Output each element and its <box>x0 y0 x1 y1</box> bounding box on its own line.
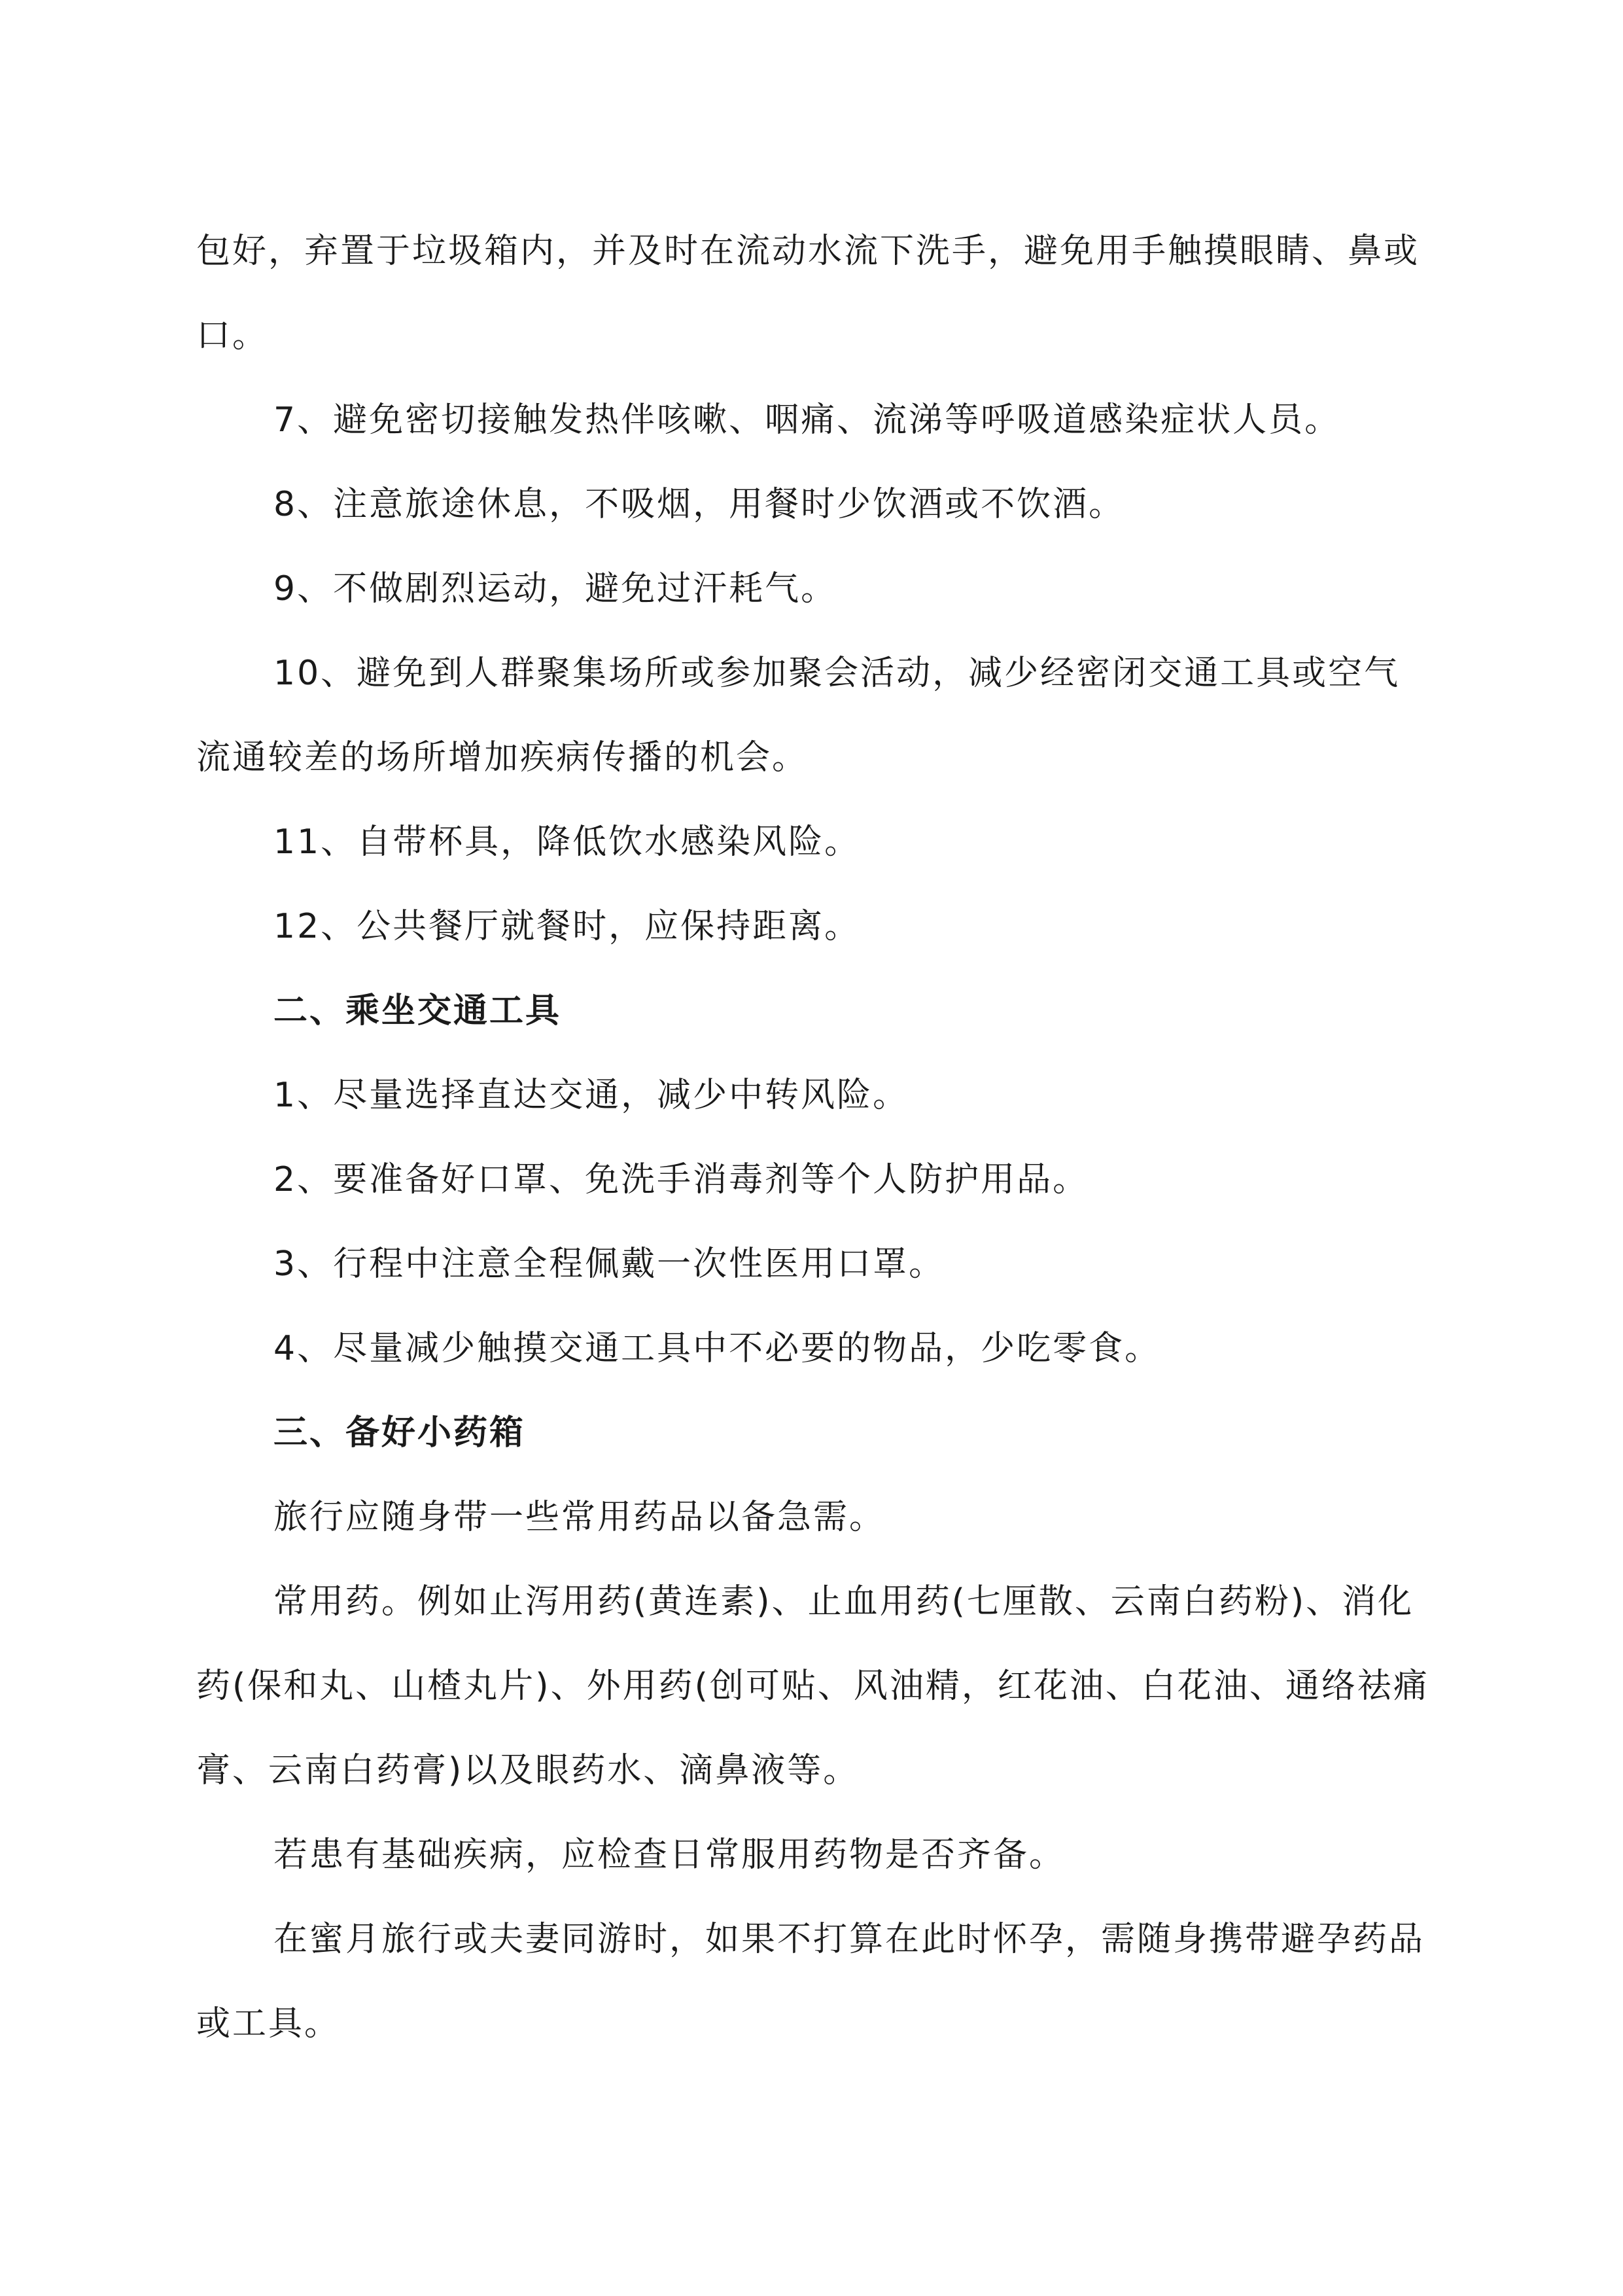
paragraph-11: 3、行程中注意全程佩戴一次性医用口罩。 <box>273 1245 945 1284</box>
paragraph-14: 旅行应随身带一些常用药品以备急需。 <box>273 1498 886 1537</box>
paragraph-2: 7、避免密切接触发热伴咳嗽、咽痛、流涕等呼吸道感染症状人员。 <box>273 400 1341 440</box>
paragraph-17: 在蜜月旅行或夫妻同游时，如果不打算在此时怀孕，需随身携带避孕药品或工具。 <box>196 1920 1425 2043</box>
paragraph-7: 12、公共餐厅就餐时，应保持距离。 <box>273 907 861 946</box>
paragraph-16: 若患有基础疾病，应检查日常服用药物是否齐备。 <box>273 1835 1066 1875</box>
section-heading-3: 三、备好小药箱 <box>273 1413 526 1453</box>
paragraph-10: 2、要准备好口罩、免洗手消毒剂等个人防护用品。 <box>273 1160 1089 1199</box>
paragraph-1: 包好，弃置于垃圾箱内，并及时在流动水流下洗手，避免用手触摸眼睛、鼻或口。 <box>196 232 1420 355</box>
paragraph-3: 8、注意旅途休息，不吸烟，用餐时少饮酒或不饮酒。 <box>273 485 1125 524</box>
section-heading-2: 二、乘坐交通工具 <box>273 991 562 1031</box>
paragraph-9: 1、尽量选择直达交通，减少中转风险。 <box>273 1076 909 1115</box>
paragraph-5: 10、避免到人群聚集场所或参加聚会活动，减少经密闭交通工具或空气流通较差的场所增加疾病传播的机会。 <box>196 654 1401 777</box>
paragraph-6: 11、自带杯具，降低饮水感染风险。 <box>273 822 861 862</box>
paragraph-15: 常用药。例如止泻用药(黄连素)、止血用药(七厘散、云南白药粉)、消化药(保和丸、山楂丸片)、外用药(创可贴、风油精，红花油、白花油、通络祛痛膏、云南白药膏)以及眼药水、滴鼻液等。 <box>196 1582 1429 1790</box>
document-body <box>196 209 1433 2066</box>
paragraph-12: 4、尽量减少触摸交通工具中不必要的物品，少吃零食。 <box>273 1329 1161 1368</box>
paragraph-4: 9、不做剧烈运动，避免过汗耗气。 <box>273 569 837 609</box>
